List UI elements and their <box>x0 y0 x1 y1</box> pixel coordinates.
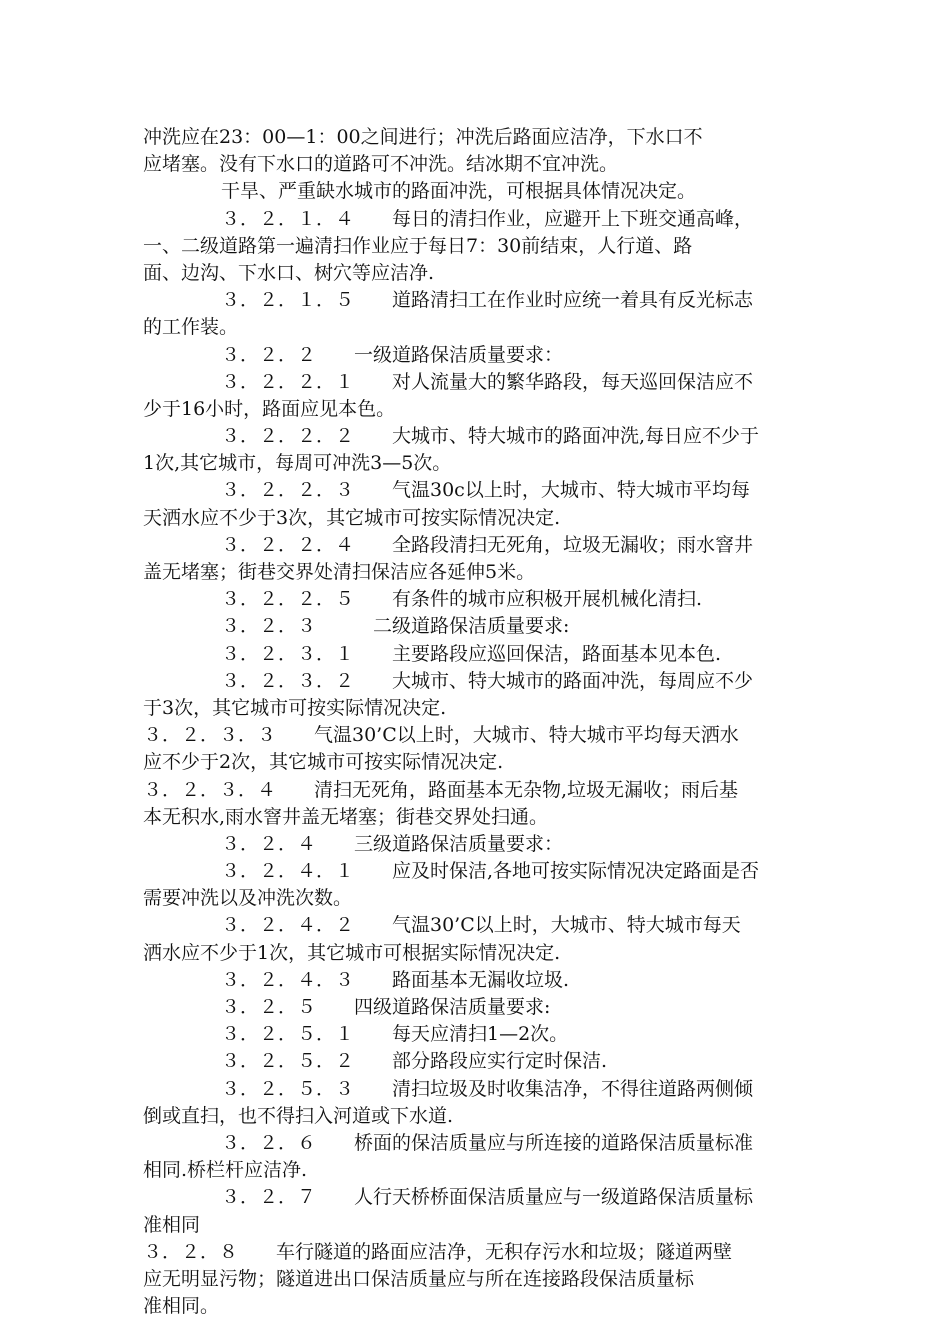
text-line: 本无积水,雨水窨井盖无堵塞；街巷交界处扫通。 <box>143 805 549 828</box>
text-line: ３．２．２．１ 对人流量大的繁华路段，每天巡回保洁应不 <box>221 370 754 393</box>
text-line: ３．２．２．４ 全路段清扫无死角，垃圾无漏收；雨水窨井 <box>221 533 754 556</box>
text-line: 一、二级道路第一遍清扫作业应于每日7：30前结束，人行道、路 <box>143 234 693 257</box>
text-line: ３．２．１．５ 道路清扫工在作业时应统一着具有反光标志 <box>221 289 754 312</box>
text-line: ３．２．３．１ 主要路段应巡回保洁，路面基本见本色. <box>221 642 722 665</box>
text-line: 准相同 <box>143 1213 201 1236</box>
text-line: 准相同。 <box>143 1295 220 1318</box>
text-line: 1次,其它城市，每周可冲洗3—5次。 <box>143 452 452 475</box>
text-line: ３．２．４．１ 应及时保洁,各地可按实际情况决定路面是否 <box>221 860 760 883</box>
text-line: ３．２．１．４ 每日的清扫作业，应避开上下班交通高峰， <box>221 207 754 230</box>
text-line: ３．２．８ 车行隧道的路面应洁净，无积存污水和垃圾；隧道两壁 <box>143 1240 733 1263</box>
text-line: 相同.桥栏杆应洁净. <box>143 1159 308 1182</box>
text-line: ３．２．４ 三级道路保洁质量要求： <box>221 832 564 855</box>
text-line: 冲洗应在23：00—1：00之间进行；冲洗后路面应洁净，下水口不 <box>143 126 703 148</box>
text-line: 倒或直扫，也不得扫入河道或下水道. <box>143 1104 454 1127</box>
text-line: ３．２．２．２ 大城市、特大城市的路面冲洗,每日应不少于 <box>221 425 760 448</box>
text-line: ３．２．４．３ 路面基本无漏收垃圾. <box>221 968 570 991</box>
text-line: 洒水应不少于1次，其它城市可根据实际情况决定. <box>143 941 561 964</box>
text-line: 于3次，其它城市可按实际情况决定. <box>143 696 447 719</box>
text-line: 需要冲洗以及冲洗次数。 <box>143 887 353 910</box>
text-line: 的工作装。 <box>143 316 239 339</box>
text-line: ３．２．５．１ 每天应清扫1—2次。 <box>221 1023 569 1046</box>
text-line: ３．２．３．４ 清扫无死角，路面基本无杂物,垃圾无漏收；雨后基 <box>143 778 739 801</box>
text-line: ３．２．５．２ 部分路段应实行定时保洁. <box>221 1050 608 1073</box>
text-line: ３．２．２．５ 有条件的城市应积极开展机械化清扫. <box>221 588 703 611</box>
text-line: 盖无堵塞；街巷交界处清扫保洁应各延伸5米。 <box>143 561 536 583</box>
text-line: ３．２．３ 二级道路保洁质量要求: <box>221 615 570 638</box>
text-line: 面、边沟、下水口、树穴等应洁净. <box>143 261 435 284</box>
text-line: 少于16小时，路面应见本色。 <box>143 397 396 420</box>
text-line: ３．２．３．２ 大城市、特大城市的路面冲洗，每周应不少 <box>221 669 754 692</box>
text-line: 天洒水应不少于3次，其它城市可按实际情况决定. <box>143 506 561 529</box>
text-line: ３．２．４．２ 气温30’C以上时，大城市、特大城市每天 <box>221 914 741 937</box>
text-line: ３．２．５ 四级道路保洁质量要求: <box>221 996 551 1018</box>
text-line: ３．２．３．３ 气温30’C以上时，大城市、特大城市平均每天洒水 <box>143 724 739 747</box>
text-line: ３．２．７ 人行天桥桥面保洁质量应与一级道路保洁质量标 <box>221 1186 754 1209</box>
text-line: ３．２．６ 桥面的保洁质量应与所连接的道路保洁质量标准 <box>221 1131 754 1154</box>
document-body <box>143 124 808 1320</box>
text-line: ３．２．２．３ 气温30c以上时，大城市、特大城市平均每 <box>221 479 750 502</box>
text-line: 应无明显污物；隧道进出口保洁质量应与所在连接路段保洁质量标 <box>143 1267 695 1290</box>
text-line: 应堵塞。没有下水口的道路可不冲洗。结冰期不宜冲洗。 <box>143 153 619 176</box>
text-line: 应不少于2次，其它城市可按实际情况决定. <box>143 751 504 774</box>
text-line: ３．２．５．３ 清扫垃圾及时收集洁净，不得往道路两侧倾 <box>221 1077 754 1100</box>
text-line: ３．２．２ 一级道路保洁质量要求： <box>221 343 564 366</box>
text-line: 干旱、严重缺水城市的路面冲洗，可根据具体情况决定。 <box>221 180 697 203</box>
